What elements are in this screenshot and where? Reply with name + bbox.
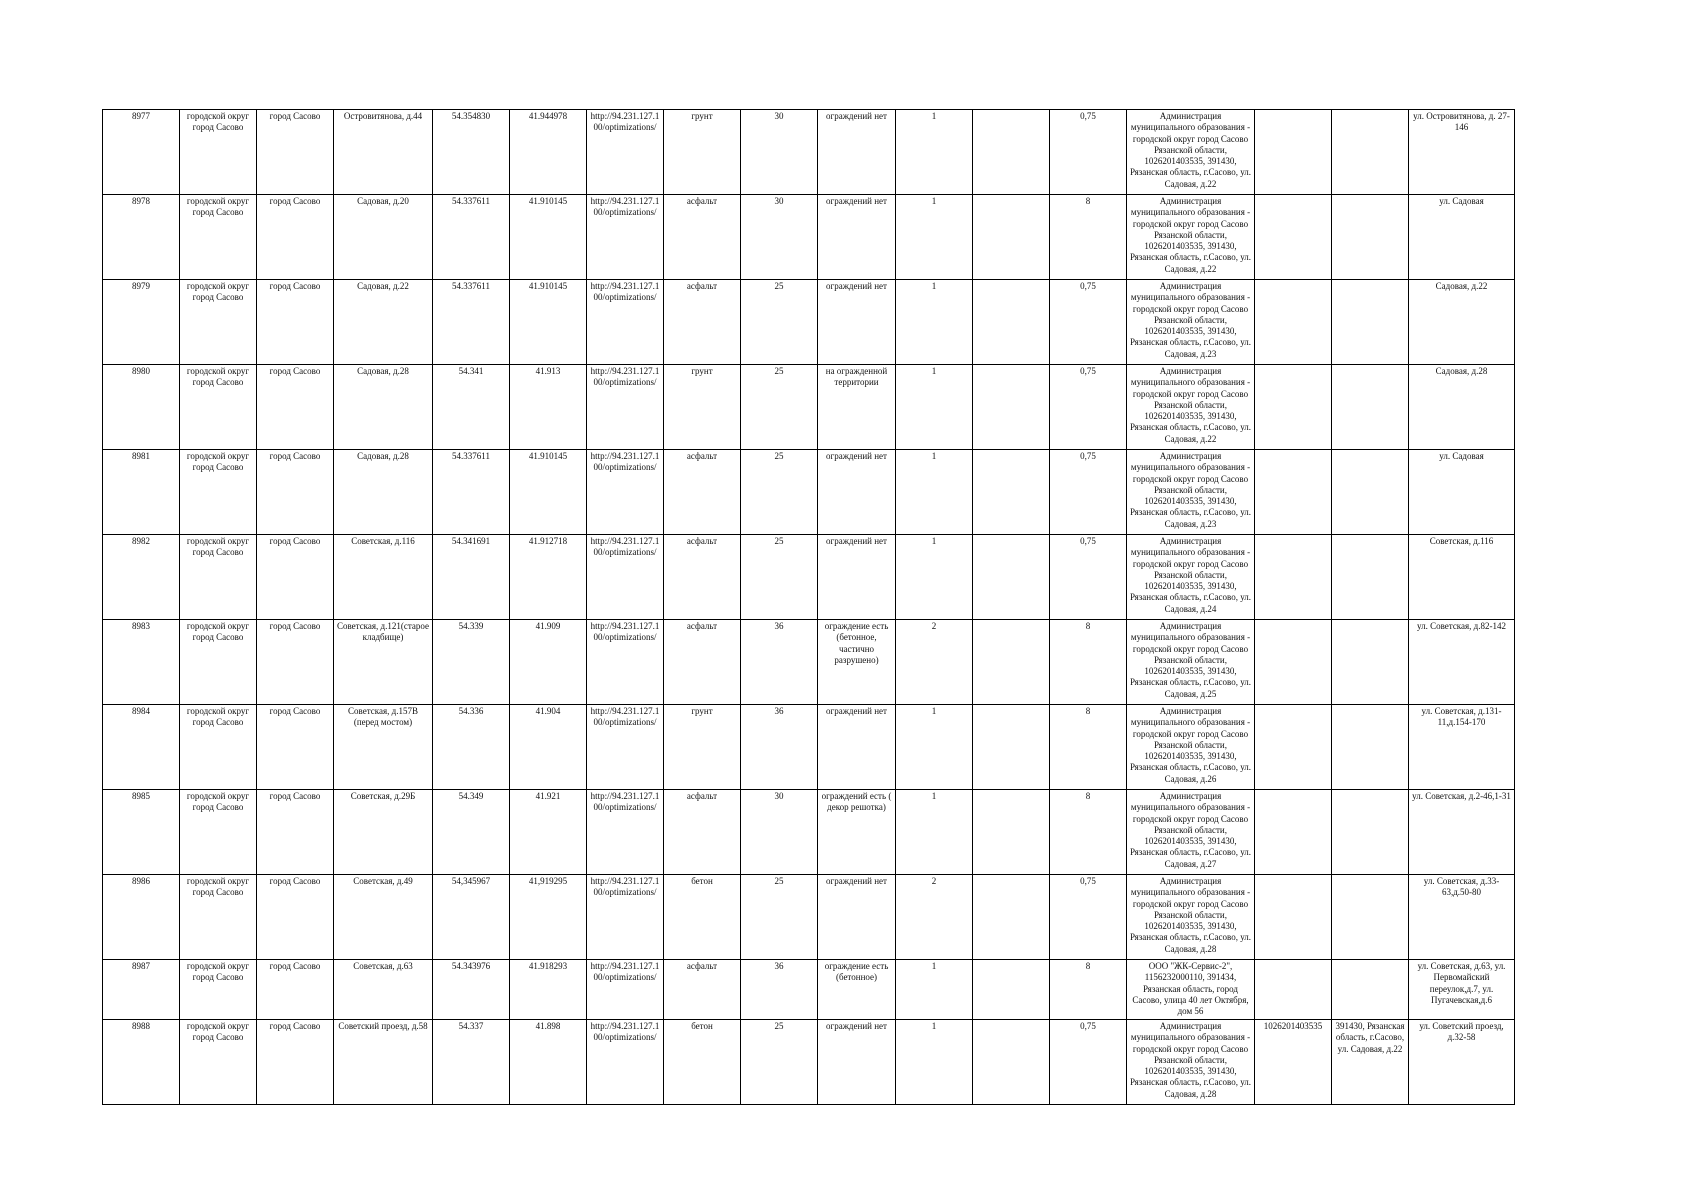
cell-owner: Администрация муниципального образования - городской округ город Сасово Рязанской области, 1026201403535, 391430, Рязанская область, г.Сасово, ул. Садовая, д.24 <box>1127 535 1255 620</box>
cell-volume: 0,75 <box>1050 535 1127 620</box>
cell-volume: 0,75 <box>1050 450 1127 535</box>
cell-city: город Сасово <box>257 450 334 535</box>
table-row <box>103 280 1515 365</box>
cell-number: 8978 <box>103 195 180 280</box>
cell-empty <box>973 195 1050 280</box>
cell-empty <box>973 705 1050 790</box>
table-row <box>103 620 1515 705</box>
cell-address: Советская, д.29Б <box>334 790 433 875</box>
cell-sources: ул. Советская, д.131-11,д.154-170 <box>1409 705 1515 790</box>
cell-fence: ограждений нет <box>818 705 896 790</box>
cell-owner-address: 391430, Рязанская область, г.Сасово, ул. Садовая, д.22 <box>1332 1020 1409 1105</box>
cell-ogrn <box>1255 280 1332 365</box>
cell-longitude: 41.904 <box>510 705 587 790</box>
cell-empty <box>973 790 1050 875</box>
cell-area: 25 <box>741 450 818 535</box>
cell-surface: грунт <box>664 705 741 790</box>
cell-ogrn <box>1255 365 1332 450</box>
cell-url: http://94.231.127.100/optimizations/ <box>587 1020 664 1105</box>
cell-longitude: 41.898 <box>510 1020 587 1105</box>
cell-fence: ограждение есть (бетонное, частично разрушено) <box>818 620 896 705</box>
cell-containers: 2 <box>896 620 973 705</box>
cell-empty <box>973 960 1050 1020</box>
cell-owner: Администрация муниципального образования - городской округ город Сасово Рязанской области, 1026201403535, 391430, Рязанская область, г.Сасово, ул. Садовая, д.28 <box>1127 1020 1255 1105</box>
cell-containers: 1 <box>896 705 973 790</box>
cell-surface: асфальт <box>664 195 741 280</box>
cell-owner-address <box>1332 875 1409 960</box>
cell-number: 8986 <box>103 875 180 960</box>
cell-sources: Садовая, д.28 <box>1409 365 1515 450</box>
cell-empty <box>973 875 1050 960</box>
cell-containers: 1 <box>896 280 973 365</box>
cell-latitude: 54.337611 <box>433 280 510 365</box>
cell-city: город Сасово <box>257 960 334 1020</box>
cell-area: 36 <box>741 960 818 1020</box>
cell-sources: ул. Советская, д.2-46,1-31 <box>1409 790 1515 875</box>
cell-latitude: 54.354830 <box>433 110 510 195</box>
cell-city: город Сасово <box>257 535 334 620</box>
cell-district: городской округ город Сасово <box>180 450 257 535</box>
cell-latitude: 54.349 <box>433 790 510 875</box>
cell-empty <box>973 450 1050 535</box>
cell-district: городской округ город Сасово <box>180 110 257 195</box>
cell-surface: грунт <box>664 365 741 450</box>
cell-number: 8982 <box>103 535 180 620</box>
cell-area: 25 <box>741 535 818 620</box>
table-row <box>103 790 1515 875</box>
cell-containers: 1 <box>896 790 973 875</box>
cell-number: 8988 <box>103 1020 180 1105</box>
cell-longitude: 41.912718 <box>510 535 587 620</box>
cell-volume: 0,75 <box>1050 365 1127 450</box>
cell-longitude: 41.910145 <box>510 450 587 535</box>
cell-district: городской округ город Сасово <box>180 1020 257 1105</box>
cell-fence: ограждений нет <box>818 195 896 280</box>
cell-longitude: 41.910145 <box>510 280 587 365</box>
cell-empty <box>973 1020 1050 1105</box>
cell-number: 8977 <box>103 110 180 195</box>
cell-url: http://94.231.127.100/optimizations/ <box>587 620 664 705</box>
cell-longitude: 41.909 <box>510 620 587 705</box>
cell-ogrn <box>1255 110 1332 195</box>
cell-surface: асфальт <box>664 960 741 1020</box>
cell-fence: ограждений есть ( декор решотка) <box>818 790 896 875</box>
cell-ogrn <box>1255 535 1332 620</box>
cell-surface: бетон <box>664 1020 741 1105</box>
cell-owner-address <box>1332 110 1409 195</box>
cell-owner: Администрация муниципального образования - городской округ город Сасово Рязанской области, 1026201403535, 391430, Рязанская область, г.Сасово, ул. Садовая, д.23 <box>1127 450 1255 535</box>
cell-empty <box>973 535 1050 620</box>
cell-url: http://94.231.127.100/optimizations/ <box>587 110 664 195</box>
cell-district: городской округ город Сасово <box>180 875 257 960</box>
cell-containers: 2 <box>896 875 973 960</box>
cell-district: городской округ город Сасово <box>180 620 257 705</box>
cell-url: http://94.231.127.100/optimizations/ <box>587 960 664 1020</box>
cell-ogrn <box>1255 620 1332 705</box>
cell-containers: 1 <box>896 110 973 195</box>
cell-volume: 8 <box>1050 620 1127 705</box>
cell-owner: Администрация муниципального образования - городской округ город Сасово Рязанской области, 1026201403535, 391430, Рязанская область, г.Сасово, ул. Садовая, д.22 <box>1127 365 1255 450</box>
cell-containers: 1 <box>896 365 973 450</box>
cell-owner-address <box>1332 620 1409 705</box>
table-row <box>103 960 1515 1020</box>
cell-district: городской округ город Сасово <box>180 365 257 450</box>
cell-area: 30 <box>741 195 818 280</box>
cell-city: город Сасово <box>257 620 334 705</box>
cell-sources: ул. Советская, д.63, ул. Первомайский переулок,д.7, ул. Пугачевская,д.6 <box>1409 960 1515 1020</box>
cell-ogrn: 1026201403535 <box>1255 1020 1332 1105</box>
cell-address: Советский проезд, д.58 <box>334 1020 433 1105</box>
cell-address: Островитянова, д.44 <box>334 110 433 195</box>
cell-district: городской округ город Сасово <box>180 960 257 1020</box>
cell-latitude: 54.337611 <box>433 195 510 280</box>
cell-ogrn <box>1255 705 1332 790</box>
cell-url: http://94.231.127.100/optimizations/ <box>587 365 664 450</box>
cell-district: городской округ город Сасово <box>180 535 257 620</box>
cell-latitude: 54.343976 <box>433 960 510 1020</box>
cell-url: http://94.231.127.100/optimizations/ <box>587 875 664 960</box>
cell-volume: 0,75 <box>1050 1020 1127 1105</box>
cell-number: 8985 <box>103 790 180 875</box>
cell-fence: ограждений нет <box>818 535 896 620</box>
cell-sources: ул. Садовая <box>1409 195 1515 280</box>
cell-containers: 1 <box>896 535 973 620</box>
cell-surface: асфальт <box>664 280 741 365</box>
cell-volume: 8 <box>1050 960 1127 1020</box>
cell-longitude: 41.944978 <box>510 110 587 195</box>
cell-city: город Сасово <box>257 875 334 960</box>
cell-city: город Сасово <box>257 1020 334 1105</box>
cell-ogrn <box>1255 960 1332 1020</box>
cell-city: город Сасово <box>257 790 334 875</box>
cell-empty <box>973 365 1050 450</box>
cell-ogrn <box>1255 790 1332 875</box>
cell-longitude: 41,919295 <box>510 875 587 960</box>
cell-volume: 0,75 <box>1050 875 1127 960</box>
cell-sources: ул. Советская, д.82-142 <box>1409 620 1515 705</box>
cell-latitude: 54.336 <box>433 705 510 790</box>
cell-ogrn <box>1255 450 1332 535</box>
cell-surface: грунт <box>664 110 741 195</box>
cell-area: 25 <box>741 875 818 960</box>
cell-district: городской округ город Сасово <box>180 280 257 365</box>
container-sites-table <box>102 109 1515 1105</box>
table-row <box>103 875 1515 960</box>
cell-number: 8987 <box>103 960 180 1020</box>
cell-sources: ул. Садовая <box>1409 450 1515 535</box>
cell-city: город Сасово <box>257 365 334 450</box>
cell-area: 30 <box>741 790 818 875</box>
cell-fence: на огражденной территории <box>818 365 896 450</box>
cell-latitude: 54.337611 <box>433 450 510 535</box>
cell-sources: Садовая, д.22 <box>1409 280 1515 365</box>
cell-latitude: 54.341691 <box>433 535 510 620</box>
cell-owner: Администрация муниципального образования - городской округ город Сасово Рязанской области, 1026201403535, 391430, Рязанская область, г.Сасово, ул. Садовая, д.22 <box>1127 110 1255 195</box>
cell-empty <box>973 280 1050 365</box>
cell-sources: ул. Советский проезд, д.32-58 <box>1409 1020 1515 1105</box>
cell-owner-address <box>1332 960 1409 1020</box>
cell-surface: асфальт <box>664 450 741 535</box>
cell-owner: Администрация муниципального образования - городской округ город Сасово Рязанской области, 1026201403535, 391430, Рязанская область, г.Сасово, ул. Садовая, д.25 <box>1127 620 1255 705</box>
cell-fence: ограждений нет <box>818 450 896 535</box>
cell-containers: 1 <box>896 960 973 1020</box>
cell-address: Советская, д.63 <box>334 960 433 1020</box>
table-row <box>103 1020 1515 1105</box>
cell-fence: ограждений нет <box>818 110 896 195</box>
cell-owner-address <box>1332 450 1409 535</box>
cell-address: Садовая, д.20 <box>334 195 433 280</box>
cell-url: http://94.231.127.100/optimizations/ <box>587 790 664 875</box>
cell-fence: ограждений нет <box>818 1020 896 1105</box>
table-body <box>103 110 1515 1105</box>
cell-longitude: 41.910145 <box>510 195 587 280</box>
cell-address: Садовая, д.28 <box>334 365 433 450</box>
cell-latitude: 54.339 <box>433 620 510 705</box>
cell-number: 8981 <box>103 450 180 535</box>
cell-city: город Сасово <box>257 110 334 195</box>
cell-url: http://94.231.127.100/optimizations/ <box>587 195 664 280</box>
cell-district: городской округ город Сасово <box>180 705 257 790</box>
cell-number: 8979 <box>103 280 180 365</box>
cell-containers: 1 <box>896 195 973 280</box>
cell-number: 8984 <box>103 705 180 790</box>
table-row <box>103 535 1515 620</box>
cell-owner-address <box>1332 535 1409 620</box>
cell-empty <box>973 110 1050 195</box>
cell-district: городской округ город Сасово <box>180 790 257 875</box>
cell-owner: ООО "ЖК-Сервис-2", 1156232000110, 391434, Рязанская область, город Сасово, улица 40 лет Октября, дом 56 <box>1127 960 1255 1020</box>
table-row <box>103 110 1515 195</box>
cell-owner: Администрация муниципального образования - городской округ город Сасово Рязанской области, 1026201403535, 391430, Рязанская область, г.Сасово, ул. Садовая, д.23 <box>1127 280 1255 365</box>
cell-ogrn <box>1255 875 1332 960</box>
cell-url: http://94.231.127.100/optimizations/ <box>587 450 664 535</box>
cell-fence: ограждений нет <box>818 280 896 365</box>
table-row <box>103 365 1515 450</box>
cell-area: 30 <box>741 110 818 195</box>
cell-owner-address <box>1332 280 1409 365</box>
cell-city: город Сасово <box>257 195 334 280</box>
cell-volume: 0,75 <box>1050 280 1127 365</box>
cell-longitude: 41.921 <box>510 790 587 875</box>
cell-owner: Администрация муниципального образования - городской округ город Сасово Рязанской области, 1026201403535, 391430, Рязанская область, г.Сасово, ул. Садовая, д.28 <box>1127 875 1255 960</box>
cell-fence: ограждений нет <box>818 875 896 960</box>
cell-city: город Сасово <box>257 280 334 365</box>
cell-latitude: 54,345967 <box>433 875 510 960</box>
cell-address: Садовая, д.28 <box>334 450 433 535</box>
cell-area: 25 <box>741 365 818 450</box>
cell-latitude: 54.341 <box>433 365 510 450</box>
cell-ogrn <box>1255 195 1332 280</box>
cell-surface: асфальт <box>664 535 741 620</box>
cell-owner: Администрация муниципального образования - городской округ город Сасово Рязанской области, 1026201403535, 391430, Рязанская область, г.Сасово, ул. Садовая, д.26 <box>1127 705 1255 790</box>
cell-containers: 1 <box>896 1020 973 1105</box>
cell-number: 8980 <box>103 365 180 450</box>
cell-sources: ул. Островитянова, д. 27-146 <box>1409 110 1515 195</box>
cell-area: 25 <box>741 1020 818 1105</box>
cell-address: Советская, д.116 <box>334 535 433 620</box>
cell-volume: 8 <box>1050 195 1127 280</box>
cell-area: 25 <box>741 280 818 365</box>
cell-owner-address <box>1332 195 1409 280</box>
cell-owner-address <box>1332 790 1409 875</box>
cell-area: 36 <box>741 705 818 790</box>
cell-containers: 1 <box>896 450 973 535</box>
cell-volume: 8 <box>1050 790 1127 875</box>
cell-surface: асфальт <box>664 620 741 705</box>
cell-surface: асфальт <box>664 790 741 875</box>
cell-area: 36 <box>741 620 818 705</box>
cell-district: городской округ город Сасово <box>180 195 257 280</box>
cell-volume: 8 <box>1050 705 1127 790</box>
cell-url: http://94.231.127.100/optimizations/ <box>587 280 664 365</box>
cell-volume: 0,75 <box>1050 110 1127 195</box>
cell-address: Садовая, д.22 <box>334 280 433 365</box>
cell-address: Советская, д.157В (перед мостом) <box>334 705 433 790</box>
cell-address: Советская, д.121(старое кладбище) <box>334 620 433 705</box>
cell-address: Советская, д.49 <box>334 875 433 960</box>
cell-number: 8983 <box>103 620 180 705</box>
table-row <box>103 705 1515 790</box>
cell-latitude: 54.337 <box>433 1020 510 1105</box>
cell-sources: ул. Советская, д.33-63,д.50-80 <box>1409 875 1515 960</box>
cell-empty <box>973 620 1050 705</box>
cell-sources: Советская, д.116 <box>1409 535 1515 620</box>
cell-owner-address <box>1332 365 1409 450</box>
cell-longitude: 41.918293 <box>510 960 587 1020</box>
cell-owner: Администрация муниципального образования - городской округ город Сасово Рязанской области, 1026201403535, 391430, Рязанская область, г.Сасово, ул. Садовая, д.22 <box>1127 195 1255 280</box>
cell-fence: ограждение есть (бетонное) <box>818 960 896 1020</box>
cell-url: http://94.231.127.100/optimizations/ <box>587 705 664 790</box>
cell-longitude: 41.913 <box>510 365 587 450</box>
cell-owner-address <box>1332 705 1409 790</box>
table-row <box>103 195 1515 280</box>
cell-city: город Сасово <box>257 705 334 790</box>
cell-owner: Администрация муниципального образования - городской округ город Сасово Рязанской области, 1026201403535, 391430, Рязанская область, г.Сасово, ул. Садовая, д.27 <box>1127 790 1255 875</box>
cell-surface: бетон <box>664 875 741 960</box>
table-row <box>103 450 1515 535</box>
cell-url: http://94.231.127.100/optimizations/ <box>587 535 664 620</box>
